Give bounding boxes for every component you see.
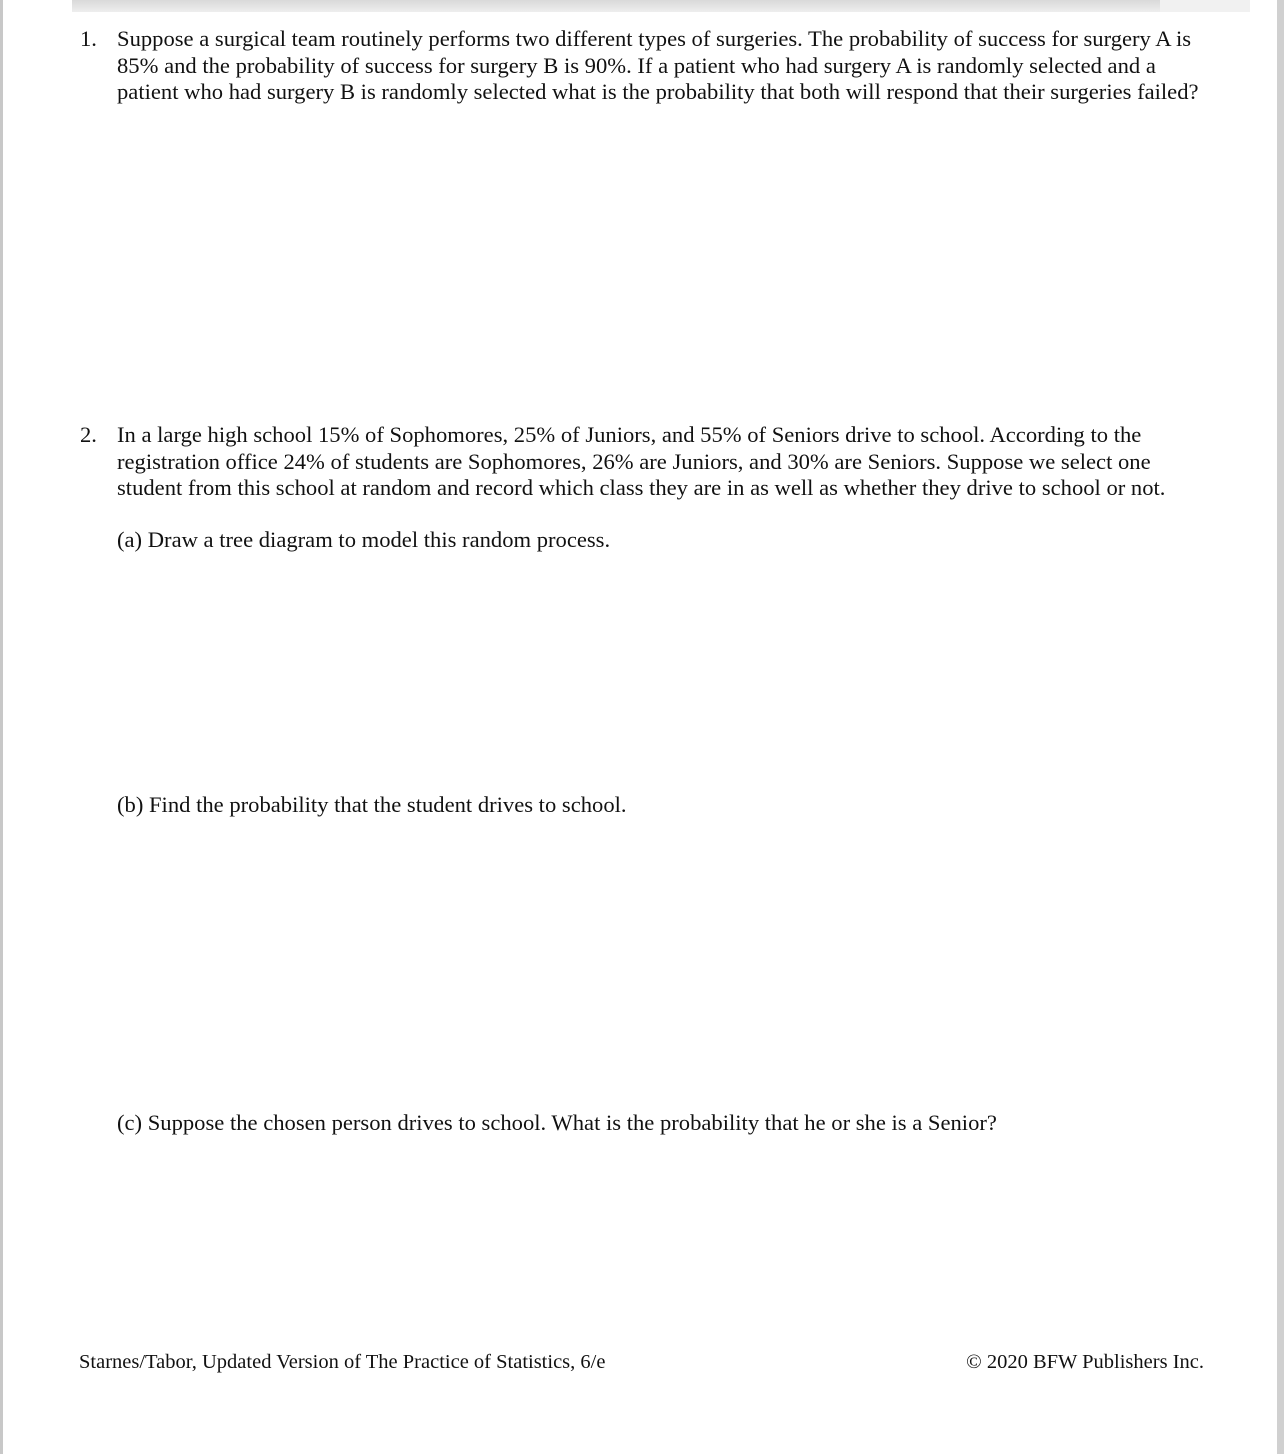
problem-2-part-a: (a) Draw a tree diagram to model this random process. xyxy=(117,527,611,552)
page-top-shadow xyxy=(72,0,1250,12)
page-left-border xyxy=(0,0,3,1454)
footer-copyright: © 2020 BFW Publishers Inc. xyxy=(966,1351,1204,1373)
problem-2 xyxy=(80,422,1202,502)
problem-2-number: 2. xyxy=(80,422,97,447)
problem-2-part-b: (b) Find the probability that the student drives to school. xyxy=(117,792,627,817)
problem-2-part-c: (c) Suppose the chosen person drives to school. What is the probability that he or she is a Senior? xyxy=(117,1110,997,1135)
page-right-border xyxy=(1277,0,1284,1454)
problem-2-text: In a large high school 15% of Sophomores, 25% of Juniors, and 55% of Seniors drive to school. According to the registration office 24% of students are Sophomores, 26% are Juniors, and 30% are Seniors. Suppose we select one student from this school at random and record which class they are in as well as whether they drive to school or not. xyxy=(117,422,1166,500)
page-top-shadow-right xyxy=(1160,0,1250,12)
problem-1 xyxy=(80,26,1202,106)
problem-1-number: 1. xyxy=(80,26,97,51)
footer-citation: Starnes/Tabor, Updated Version of The Practice of Statistics, 6/e xyxy=(79,1351,606,1373)
problem-1-text: Suppose a surgical team routinely performs two different types of surgeries. The probability of success for surgery A is 85% and the probability of success for surgery B is 90%. If a patient who had surgery A is randomly selected and a patient who had surgery B is randomly selected what is the probability that both will respond that their surgeries failed? xyxy=(117,26,1199,104)
